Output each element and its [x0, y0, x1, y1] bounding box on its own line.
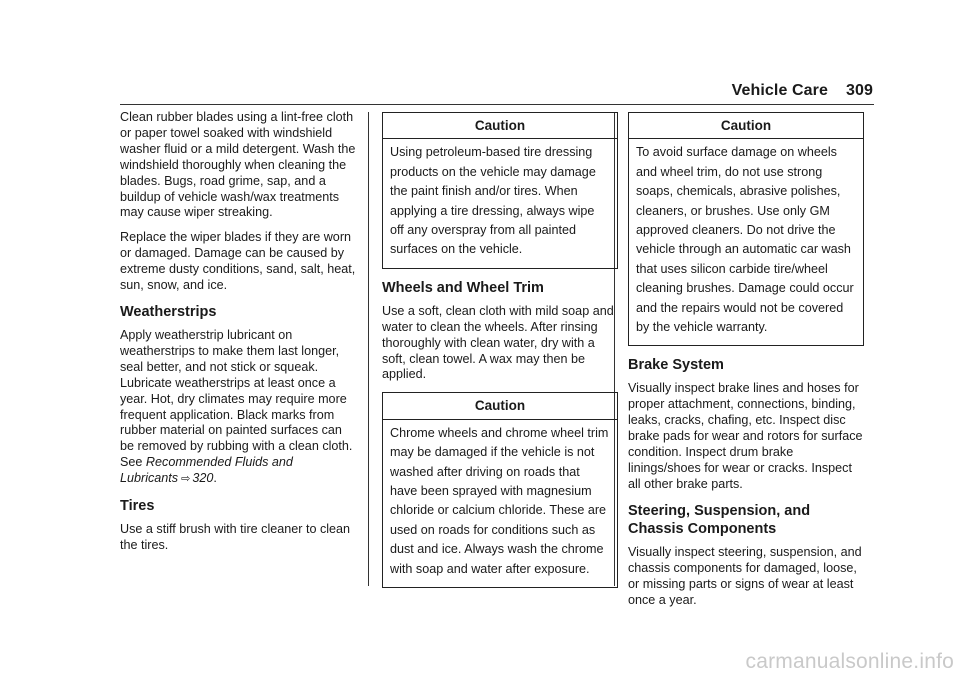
link-page-number: 320 [192, 471, 214, 486]
caution-box-tire-dressing [382, 112, 618, 269]
caution-text: Using petroleum-based tire dressing products on the vehicle may damage the paint finish and/or tires. When applying a tire dressing, always wipe off any overspray from all painted surfaces on the vehicle. [390, 145, 596, 257]
wiper-replace-paragraph: Replace the wiper blades if they are worn or damaged. Damage can be caused by extreme dusty conditions, sand, salt, heat, sun, snow, and ice. [120, 230, 356, 293]
brake-system-paragraph: Visually inspect brake lines and hoses for proper attachment, connections, binding, leaks, cracks, chafing, etc. Inspect disc brake pads for wear and rotors for surface condition. Inspect drum brake linings/shoes for wear or cracks. Inspect all other brake parts. [628, 381, 863, 491]
page-number: 309 [846, 82, 873, 99]
tires-heading: Tires [120, 498, 155, 515]
caution-text: To avoid surface damage on wheels and wheel trim, do not use strong soaps, chemicals, abrasive polishes, cleaners, or brushes. Use only GM approved cleaners. Do not drive the vehicle through an automatic car wash that uses silicon carbide tire/wheel cleaning brushes. Damage could occur and the repairs would not be covered by the vehicle warranty. [636, 145, 854, 335]
tires-paragraph: Use a stiff brush with tire cleaner to clean the tires. [120, 522, 351, 552]
brake-system-heading: Brake System [628, 357, 724, 374]
column-divider [368, 112, 369, 586]
link-text: Recommended Fluids and Lubricants [120, 455, 293, 486]
column-left [120, 110, 356, 563]
page-reference-arrow-icon: ⇨ [181, 473, 191, 486]
wheels-heading: Wheels and Wheel Trim [382, 279, 544, 296]
weatherstrips-heading: Weatherstrips [120, 303, 217, 320]
column-middle [382, 110, 618, 598]
caution-box-chrome-wheels [382, 392, 618, 588]
weatherstrips-paragraph [120, 328, 356, 488]
wiper-cleaning-paragraph: Clean rubber blades using a lint-free cloth or paper towel soaked with windshield washer fluid or a mild detergent. Wash the windshield thoroughly when cleaning the blades. Bugs, road grime, sap, and a buildup of vehicle wash/wax treatments may cause wiper streaking. [120, 110, 356, 220]
caution-title: Caution [383, 396, 617, 419]
header-divider [120, 104, 874, 105]
fluids-lubricants-link[interactable] [120, 455, 293, 485]
page-header [732, 82, 873, 100]
watermark: carmanualsonline.info [745, 650, 954, 673]
caution-title: Caution [383, 116, 617, 139]
weatherstrips-text: Apply weatherstrip lubricant on weatherstrips to make them last longer, seal better, and not stick or squeak. Lubricate weatherstrips at least once a year. Hot, dry climates may require more frequent application. Black marks from rubber material on painted surfaces can be removed by rubbing with a clean cloth. See [120, 327, 353, 470]
column-right [628, 110, 864, 617]
steering-suspension-heading: Steering, Suspension, and Chassis Components [628, 502, 811, 537]
wheels-paragraph: Use a soft, clean cloth with mild soap and water to clean the wheels. After rinsing thoroughly with clean water, dry with a soft, clean towel. A wax may then be applied. [382, 303, 614, 382]
section-title: Vehicle Care [731, 82, 828, 99]
caution-title: Caution [629, 116, 863, 139]
caution-box-surface-damage [628, 112, 864, 346]
caution-text: Chrome wheels and chrome wheel trim may be damaged if the vehicle is not washed after driving on roads that have been sprayed with magnesium chloride or calcium chloride. These are used on roads for conditions such as dust and ice. Always wash the chrome with soap and water after exposure. [390, 425, 609, 576]
steering-suspension-paragraph: Visually inspect steering, suspension, and chassis components for damaged, loose, or missing parts or signs of wear at least once a year. [628, 544, 862, 607]
sentence-end: . [213, 471, 217, 486]
